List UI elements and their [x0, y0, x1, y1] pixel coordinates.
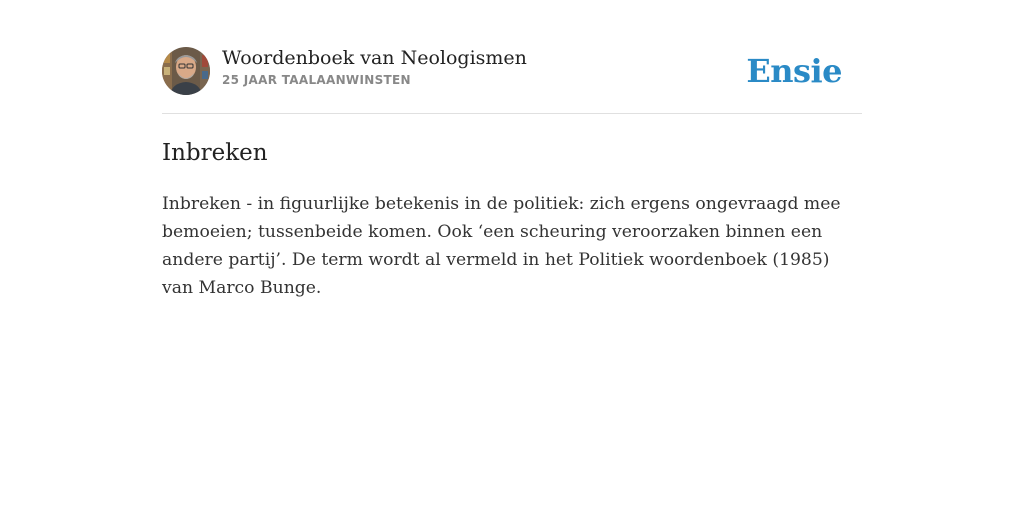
article-title: Inbreken	[162, 140, 268, 166]
header	[162, 47, 862, 95]
header-text	[222, 47, 527, 88]
divider	[162, 113, 862, 114]
site-subtitle: 25 JAAR TAALAANWINSTEN	[222, 73, 411, 87]
avatar[interactable]	[162, 47, 210, 95]
article-body: Inbreken - in figuurlijke betekenis in de politiek: zich ergens ongevraagd mee bemoeien; tussenbeide komen. Ook ‘een scheuring veroorzaken binnen een andere partij’. De term wordt al vermeld in het Politiek woordenboek (1985) van Marco Bunge.	[162, 194, 841, 298]
author-portrait-icon	[162, 47, 210, 95]
site-title[interactable]: Woordenboek van Neologismen	[222, 47, 527, 69]
brand-logo[interactable]: Ensie	[746, 52, 842, 90]
